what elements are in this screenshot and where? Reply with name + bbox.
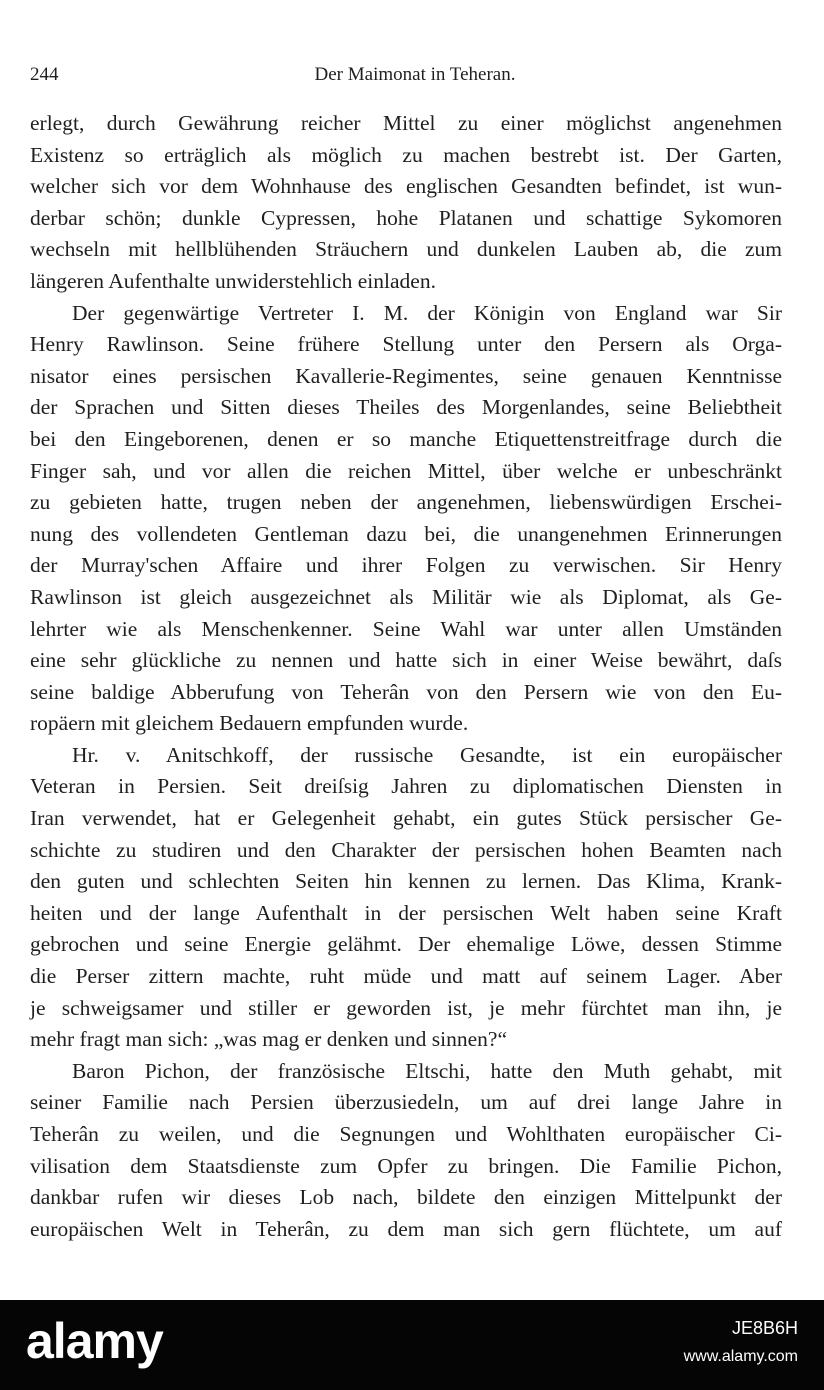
- text-line: mehr fragt man sich: „was mag er denken und sinnen?“: [30, 1027, 508, 1052]
- text-line: der Murray'schen Affaire und ihrer Folgen zu verwischen. Sir Henry: [30, 553, 782, 578]
- text-line: schichte zu studiren und den Charakter der persischen hohen Beamten nach: [30, 837, 782, 862]
- site-url: www.alamy.com: [683, 1348, 798, 1365]
- text-line: Finger sah, und vor allen die reichen Mittel, über welche er unbeschränkt: [30, 458, 782, 483]
- text-line: den guten und schlechten Seiten hin kennen zu lernen. Das Klima, Krank-: [30, 869, 782, 894]
- text-line: gebrochen und seine Energie gelähmt. Der ehemalige Löwe, dessen Stimme: [30, 932, 782, 957]
- text-line: längeren Aufenthalte unwiderstehlich einladen.: [30, 268, 436, 293]
- text-line: bei den Eingeborenen, denen er so manche Etiquettenstreitfrage durch die: [30, 426, 782, 451]
- running-title: Der Maimonat in Teheran.: [314, 64, 516, 85]
- text-line: Baron Pichon, der französische Eltschi, hatte den Muth gehabt, mit: [72, 1058, 782, 1083]
- text-line: derbar schön; dunkle Cypressen, hohe Platanen und schattige Sykomoren: [30, 205, 782, 230]
- text-line: nung des vollendeten Gentleman dazu bei, die unangenehmen Erinnerungen: [30, 521, 782, 546]
- text-line: Rawlinson ist gleich ausgezeichnet als Militär wie als Diplomat, als Ge-: [30, 584, 782, 609]
- text-line: europäischen Welt in Teherân, zu dem man sich gern flüchtete, um auf: [30, 1216, 782, 1241]
- text-line: vilisation dem Staatsdienste zum Opfer zu bringen. Die Familie Pichon,: [30, 1153, 782, 1178]
- brand-logo: alamy: [26, 1313, 163, 1369]
- text-line: welcher sich vor dem Wohnhause des englischen Gesandten befindet, ist wun-: [30, 174, 782, 199]
- text-line: Hr. v. Anitschkoff, der russische Gesandte, ist ein europäischer: [72, 742, 782, 767]
- text-line: nisator eines persischen Kavallerie-Regimentes, seine genauen Kenntnisse: [30, 363, 782, 388]
- text-line: zu gebieten hatte, trugen neben der angenehmen, liebenswürdigen Erschei-: [30, 490, 782, 515]
- text-line: seiner Familie nach Persien überzusiedeln, um auf drei lange Jahre in: [30, 1090, 782, 1115]
- page-number: 244: [30, 64, 59, 85]
- text-line: Existenz so erträglich als möglich zu machen bestrebt ist. Der Garten,: [30, 142, 782, 167]
- text-line: lehrter wie als Menschenkenner. Seine Wahl war unter allen Umständen: [30, 616, 782, 641]
- image-id: JE8B6H: [731, 1318, 798, 1338]
- text-line: der Sprachen und Sitten dieses Theiles des Morgenlandes, seine Beliebtheit: [30, 395, 782, 420]
- text-line: erlegt, durch Gewährung reicher Mittel zu einer möglichst angenehmen: [30, 111, 782, 135]
- text-line: Der gegenwärtige Vertreter I. M. der Königin von England war Sir: [72, 300, 782, 325]
- text-line: Henry Rawlinson. Seine frühere Stellung unter den Persern als Orga-: [30, 332, 782, 357]
- text-line: dankbar rufen wir dieses Lob nach, bildete den einzigen Mittelpunkt der: [30, 1185, 782, 1210]
- text-line: heiten und der lange Aufenthalt in der persischen Welt haben seine Kraft: [30, 900, 782, 925]
- body-text: [30, 108, 782, 1245]
- text-line: Veteran in Persien. Seit dreiſsig Jahren zu diplomatischen Diensten in: [30, 774, 782, 799]
- text-line: seine baldige Abberufung von Teherân von den Persern wie von den Eu-: [30, 679, 782, 704]
- text-line: Teherân zu weilen, und die Segnungen und Wohlthaten europäischer Ci-: [30, 1122, 782, 1146]
- text-line: die Perser zittern machte, ruht müde und matt auf seinem Lager. Aber: [30, 964, 782, 989]
- text-line: eine sehr glückliche zu nennen und hatte sich in einer Weise bewährt, daſs: [30, 648, 782, 673]
- watermark-footer: [0, 1300, 824, 1390]
- text-line: ropäern mit gleichem Bedauern empfunden wurde.: [30, 711, 469, 736]
- text-line: Iran verwendet, hat er Gelegenheit gehabt, ein gutes Stück persischer Ge-: [30, 806, 782, 831]
- text-line: wechseln mit hellblühenden Sträuchern und dunkelen Lauben ab, die zum: [30, 237, 782, 262]
- text-line: je schweigsamer und stiller er geworden ist, je mehr fürchtet man ihn, je: [30, 995, 782, 1020]
- page-header: [30, 64, 800, 94]
